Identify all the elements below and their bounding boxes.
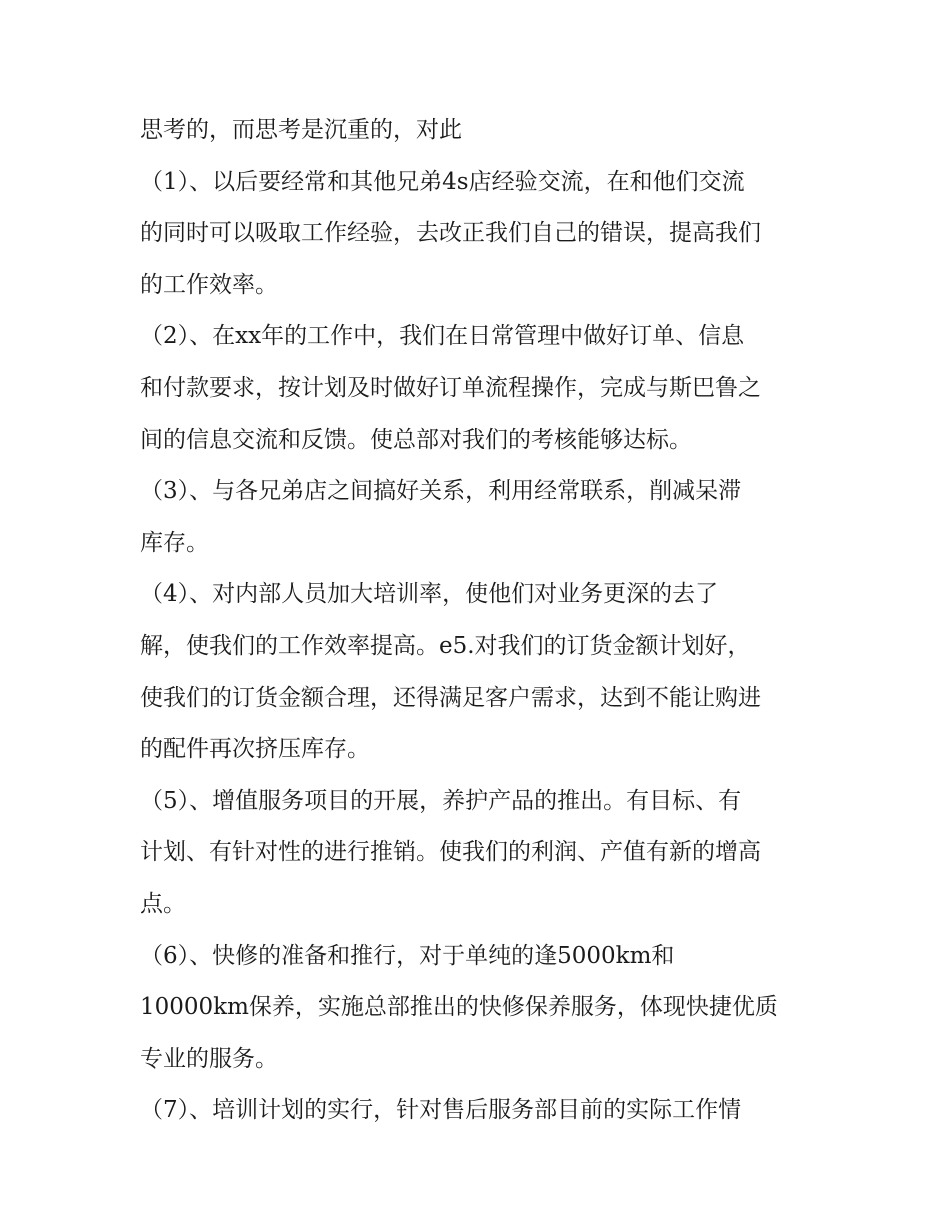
text-line: 专业的服务。 [140,1045,278,1072]
text-line: （6）、快修的准备和推行，对于单纯的逢5000km和 [140,942,675,969]
text-line: （5）、增值服务项目的开展，养护产品的推出。有目标、有 [140,787,742,814]
text-line: 解，使我们的工作效率提高。e5.对我们的订货金额计划好， [140,632,751,659]
text-line: （3）、与各兄弟店之间搞好关系，利用经常联系，削减呆滞 [140,478,742,505]
text-line: 和付款要求，按计划及时做好订单流程操作，完成与斯巴鲁之 [140,374,761,401]
text-line: 间的信息交流和反馈。使总部对我们的考核能够达标。 [140,426,692,453]
text-line: （7）、培训计划的实行，针对售后服务部目前的实际工作情 [140,1097,742,1124]
text-line: （1）、以后要经常和其他兄弟4s店经验交流，在和他们交流 [140,168,745,195]
text-line: 的同时可以吸取工作经验，去改正我们自己的错误，提高我们 [140,220,761,247]
text-line: 思考的，而思考是沉重的，对此 [140,117,462,143]
text-line: （4）、对内部人员加大培训率，使他们对业务更深的去了 [140,581,719,608]
text-line: 的配件再次挤压库存。 [140,736,370,763]
text-line: 计划、有针对性的进行推销。使我们的利润、产值有新的增高 [140,839,761,866]
text-line: 使我们的订货金额合理，还得满足客户需求，达到不能让购进 [140,684,761,711]
text-line: （2）、在xx年的工作中，我们在日常管理中做好订单、信息 [140,323,745,350]
text-line: 的工作效率。 [140,271,278,298]
text-line: 点。 [140,890,186,917]
text-line: 10000km保养，实施总部推出的快修保养服务，体现快捷优质 [140,994,778,1021]
body-text [140,110,820,1142]
text-line: 库存。 [140,529,209,556]
